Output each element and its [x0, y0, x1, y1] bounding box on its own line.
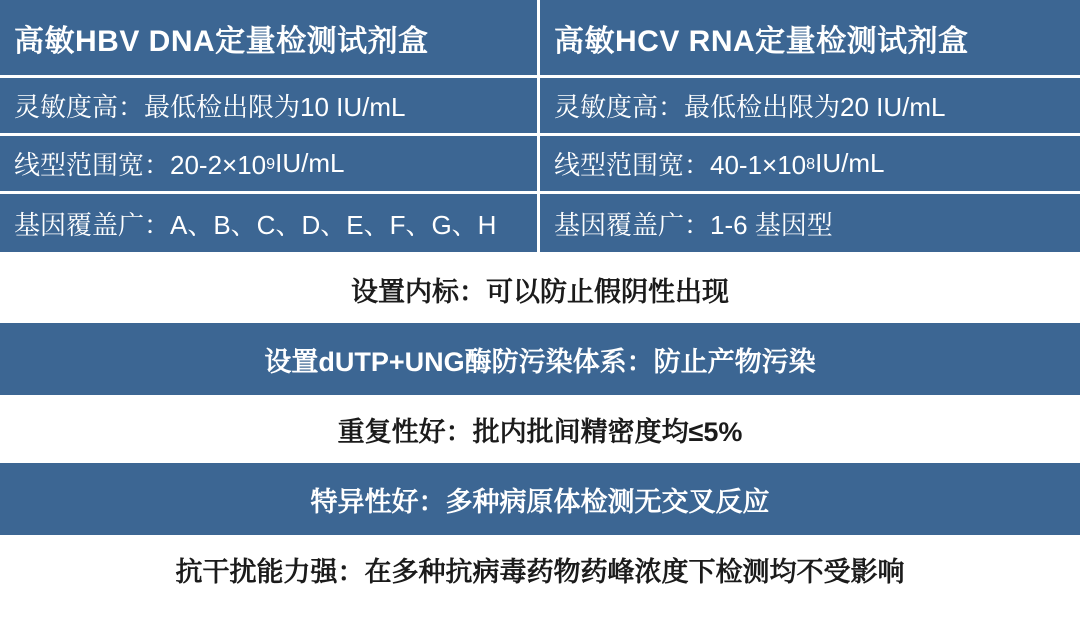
column-hbv-row-genotype: 基因覆盖广：A、B、C、D、E、F、G、H [0, 194, 537, 252]
column-hbv-linear-pre: 线型范围宽：20-2×10 [14, 150, 267, 180]
column-hcv-row-linear-range: 线型范围宽：40-1×10 8 IU/mL [540, 136, 1080, 194]
column-hcv-title: 高敏HCV RNA定量检测试剂盒 [540, 0, 1080, 78]
feature-row-internal-control: 设置内标：可以防止假阴性出现 [0, 255, 1080, 323]
column-hbv-title: 高敏HBV DNA定量检测试剂盒 [0, 0, 537, 78]
column-hbv [0, 0, 540, 252]
column-hcv-linear-pre: 线型范围宽：40-1×10 [554, 150, 807, 180]
column-hcv-row-sensitivity: 灵敏度高：最低检出限为20 IU/mL [540, 78, 1080, 136]
column-hbv-row-sensitivity: 灵敏度高：最低检出限为10 IU/mL [0, 78, 537, 136]
column-hcv [540, 0, 1080, 252]
column-hbv-linear-post: IU/mL [275, 148, 345, 178]
feature-row-anti-interference: 抗干扰能力强：在多种抗病毒药物药峰浓度下检测均不受影响 [0, 535, 1080, 603]
feature-row-specificity: 特异性好：多种病原体检测无交叉反应 [0, 463, 1080, 535]
column-hcv-row-genotype: 基因覆盖广：1-6 基因型 [540, 194, 1080, 252]
two-column-block [0, 0, 1080, 252]
feature-row-dutp-ung: 设置dUTP+UNG酶防污染体系：防止产物污染 [0, 323, 1080, 395]
column-hcv-linear-post: IU/mL [815, 148, 885, 178]
column-hbv-row-linear-range: 线型范围宽：20-2×10 9 IU/mL [0, 136, 537, 194]
feature-row-repeatability: 重复性好：批内批间精密度均≤5% [0, 395, 1080, 463]
